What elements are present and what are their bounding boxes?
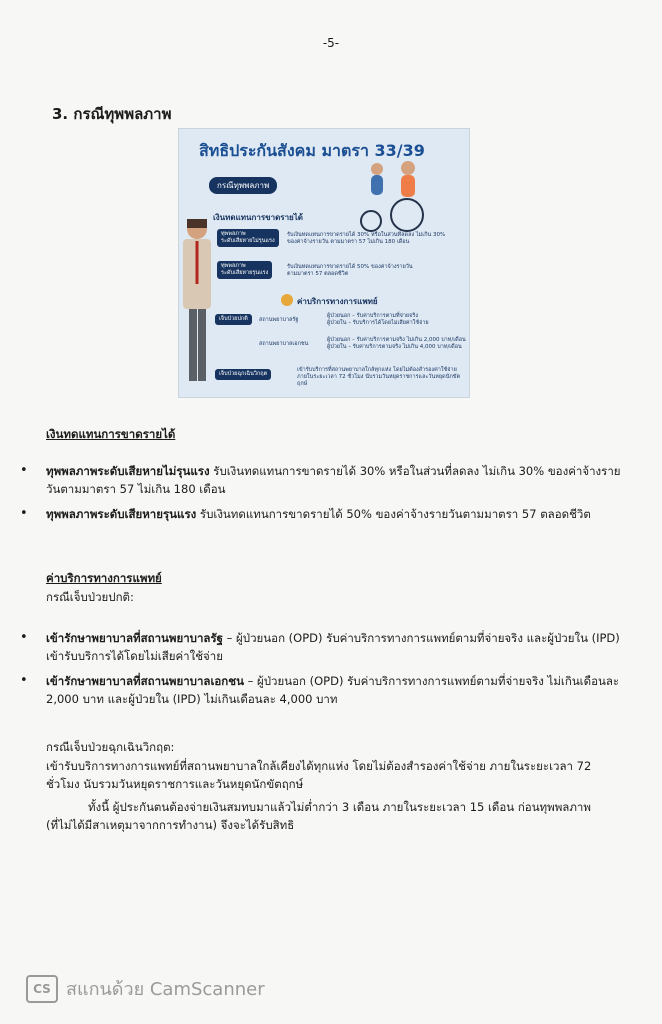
medical-heading-text: ค่าบริการทางการแพทย์ xyxy=(46,571,162,585)
compensation-heading xyxy=(46,425,346,443)
infographic-private-text: ผู้ป่วยนอก – รับค่าบริการตามจริง ไม่เกิน 2,000 บาท/เดือน ผู้ป่วยใน – รับค่าบริการตามจริง ไม่เกิน 4,000 บาท/เดือน xyxy=(327,337,466,350)
list-item-text: – ผู้ป่วยนอก (OPD) รับค่าบริการทางการแพทย์ตามที่จ่ายจริง และผู้ป่วยใน (IPD) เข้ารับบริการได้โดยไม่เสียค่าใช้จ่าย xyxy=(46,631,620,663)
list-item xyxy=(20,462,628,498)
infographic-title: สิทธิประกันสังคม มาตรา 33/39 xyxy=(199,141,425,160)
emergency-case-label: กรณีเจ็บป่วยฉุกเฉินวิกฤต: xyxy=(46,740,175,754)
section-title: 3. กรณีทุพพลภาพ xyxy=(52,105,172,123)
list-item xyxy=(20,672,628,708)
normal-case-label: กรณีเจ็บป่วยปกติ: xyxy=(46,590,134,604)
infographic-private-hospital: สถานพยาบาลเอกชน xyxy=(259,341,309,347)
list-item-bold: เข้ารักษาพยาบาลที่สถานพยาบาลเอกชน xyxy=(46,674,244,688)
infographic-level-severe: ทุพพลภาพ ระดับเสียหายรุนแรง xyxy=(217,261,272,279)
bullet-icon: • xyxy=(20,506,28,521)
infographic-case-pill: กรณีทุพพลภาพ xyxy=(209,177,277,194)
wheelchair-wheel-icon xyxy=(391,199,423,231)
emergency-paragraph: เข้ารับบริการทางการแพทย์ที่สถานพยาบาลใกล้เคียงได้ทุกแห่ง โดยไม่ต้องสำรองค่าใช้จ่าย ภายในระยะเวลา 72 ชั่วโมง นับรวมวันหยุดราชการและวันหยุดนักขัตฤกษ์ xyxy=(46,759,592,791)
list-item xyxy=(20,505,628,523)
infographic-emergency-label: เจ็บป่วยฉุกเฉินวิกฤต xyxy=(215,369,271,380)
infographic-level-mild-text: รับเงินทดแทนการขาดรายได้ 30% หรือในส่วนที่ลดลง ไม่เกิน 30% ของค่าจ้างรายวัน ตามมาตรา 57 ไม่เกิน 180 เดือน xyxy=(287,232,446,245)
infographic-normal-label: เจ็บป่วยปกติ xyxy=(215,314,252,325)
infographic-level-mild: ทุพพลภาพ ระดับเสียหายไม่รุนแรง xyxy=(217,229,279,247)
helper-person-icon xyxy=(401,175,415,197)
bullet-icon: • xyxy=(20,463,28,478)
camscanner-logo-icon: CS xyxy=(26,975,58,1003)
list-item-text: – ผู้ป่วยนอก (OPD) รับค่าบริการทางการแพทย์ตามที่จ่ายจริง ไม่เกินเดือนละ 2,000 บาท และผู้ป่วยใน (IPD) ไม่เกินเดือนละ 4,000 บาท xyxy=(46,674,620,706)
compensation-heading-text: เงินทดแทนการขาดรายได้ xyxy=(46,427,176,441)
infographic-medical-header: ค่าบริการทางการแพทย์ xyxy=(297,297,378,306)
list-item xyxy=(20,629,628,665)
camscanner-brand: สแกนด้วย CamScanner xyxy=(66,979,265,1000)
seated-person-icon xyxy=(371,175,383,195)
infographic-emergency-text: เข้ารับบริการที่สถานพยาบาลใกล้ทุกแห่ง โดยไม่ต้องสำรองค่าใช้จ่าย ภายในระยะเวลา 72 ชั่วโมง นับรวมวันหยุดราชการและวันหยุดนักขัตฤกษ์ xyxy=(297,367,461,387)
infographic-image xyxy=(178,128,470,398)
page-number: -5- xyxy=(322,36,340,50)
bullet-icon: • xyxy=(20,673,28,688)
condition-paragraph: ทั้งนี้ ผู้ประกันตนต้องจ่ายเงินสมทบมาแล้วไม่ต่ำกว่า 3 เดือน ภายในระยะเวลา 15 เดือน ก่อนทุพพลภาพ (ที่ไม่ได้มีสาเหตุมาจากการทำงาน) จึงจะได้รับสิทธิ xyxy=(46,800,591,832)
list-item-bold: เข้ารักษาพยาบาลที่สถานพยาบาลรัฐ xyxy=(46,631,223,645)
infographic-public-text: ผู้ป่วยนอก – รับค่าบริการตามที่จ่ายจริง ผู้ป่วยใน – รับบริการได้โดยไม่เสียค่าใช้จ่าย xyxy=(327,313,429,326)
list-item-text: รับเงินทดแทนการขาดรายได้ 30% หรือในส่วนที่ลดลง ไม่เกิน 30% ของค่าจ้างรายวันตามมาตรา 57 ไม่เกิน 180 เดือน xyxy=(46,464,621,496)
medical-heading xyxy=(46,569,346,587)
list-item-text: รับเงินทดแทนการขาดรายได้ 50% ของค่าจ้างรายวันตามมาตรา 57 ตลอดชีวิต xyxy=(196,507,591,521)
camscanner-watermark xyxy=(26,974,265,1003)
money-bag-icon xyxy=(281,294,293,306)
infographic-level-severe-text: รับเงินทดแทนการขาดรายได้ 50% ของค่าจ้างรายวัน ตามมาตรา 57 ตลอดชีวิต xyxy=(287,264,413,277)
infographic-public-hospital: สถานพยาบาลรัฐ xyxy=(259,317,299,323)
infographic-compensation-header: เงินทดแทนการขาดรายได้ xyxy=(213,213,303,222)
wheelchair-wheel-icon xyxy=(361,211,381,231)
bullet-icon: • xyxy=(20,630,28,645)
list-item-bold: ทุพพลภาพระดับเสียหายไม่รุนแรง xyxy=(46,464,210,478)
list-item-bold: ทุพพลภาพระดับเสียหายรุนแรง xyxy=(46,507,197,521)
